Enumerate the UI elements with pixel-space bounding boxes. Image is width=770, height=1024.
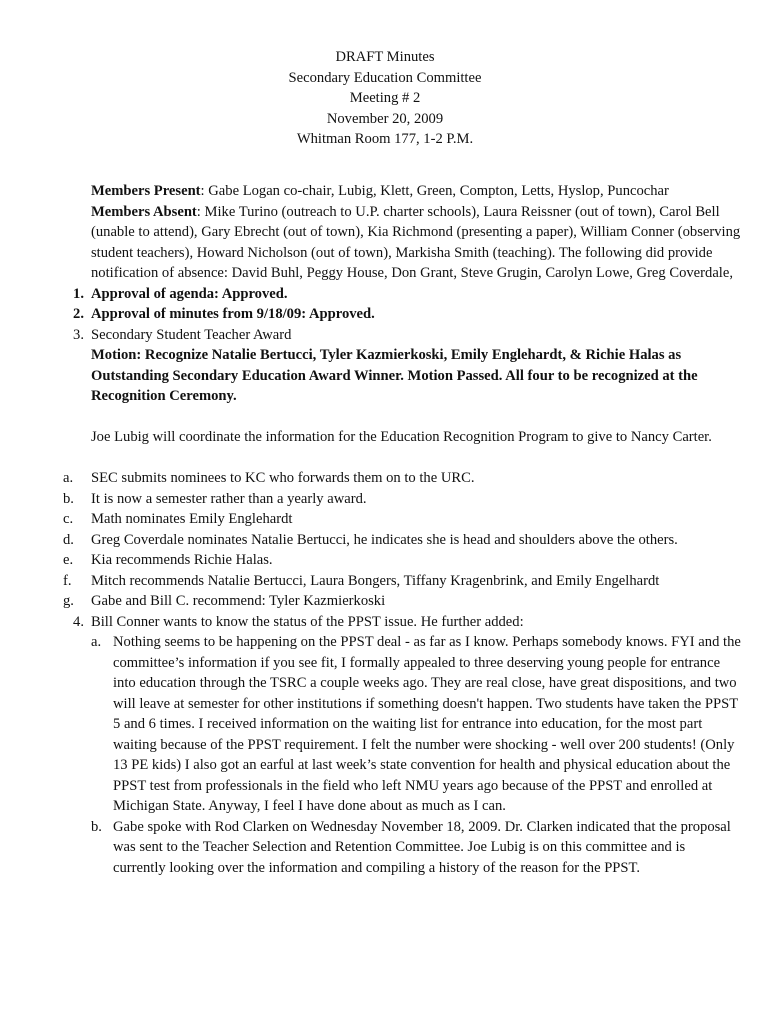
agenda-item-2 xyxy=(73,304,741,325)
meeting-number: Meeting # 2 xyxy=(349,90,421,106)
list-item: b. Gabe spoke with Rod Clarken on Wednesday November 18, 2009. Dr. Clarken indicated that the proposal was sent to the Teacher Selection and Retention Committee. Joe Lubig is on this committee and is currently looking over the information and compiling a history of the reason for the PPST. xyxy=(91,818,731,876)
award-motion: Motion: Recognize Natalie Bertucci, Tyler Kazmierkoski, Emily Englehardt, & Richie Halas as Outstanding Secondary Education Award Winner. Motion Passed. All four to be recognized at the Recognition Ceremony. xyxy=(91,347,698,404)
meeting-location: Whitman Room 177, 1-2 P.M. xyxy=(296,131,474,147)
meeting-date: November 20, 2009 xyxy=(326,110,444,127)
item-number: 3. xyxy=(73,326,84,343)
item-text: Approval of agenda: Approved. xyxy=(91,285,288,302)
list-item: a. SEC submits nominees to KC who forwards them on to the URC. xyxy=(63,470,475,486)
list-item: f. Mitch recommends Natalie Bertucci, Laura Bongers, Tiffany Kragenbrink, and Emily Engelhardt xyxy=(63,572,660,589)
list-item: c. Math nominates Emily Englehardt xyxy=(63,511,293,527)
item-number: 4. xyxy=(73,613,84,630)
award-sub-list xyxy=(63,468,741,612)
members-present xyxy=(91,181,741,202)
members-present-label: Members Present xyxy=(91,183,201,199)
item-text: Approval of minutes from 9/18/09: Approved. xyxy=(91,306,375,322)
ppst-sub-list xyxy=(91,632,741,878)
agenda-item-1 xyxy=(73,284,741,305)
list-item: d. Greg Coverdale nominates Natalie Bertucci, he indicates she is head and shoulders above the others. xyxy=(63,531,678,548)
doc-title: DRAFT Minutes xyxy=(335,49,435,65)
minutes-body xyxy=(63,181,741,878)
list-item: e. Kia recommends Richie Halas. xyxy=(63,552,273,568)
item-text: Secondary Student Teacher Award xyxy=(91,326,292,343)
agenda-item-4 xyxy=(73,612,741,633)
agenda-item-3 xyxy=(73,325,741,346)
members-absent-label: Members Absent xyxy=(91,203,197,220)
list-item: g. Gabe and Bill C. recommend: Tyler Kazmierkoski xyxy=(63,593,386,609)
members-absent-text: : Mike Turino (outreach to U.P. charter schools), Laura Reissner (out of town), Carol Bell (unable to attend), Gary Ebrecht (out of town), Kia Richmond (presenting a paper), William Conner (observing student teachers), Howard Nicholson (out of town), Markisha Smith (teaching). The following did provide notification of absence: David Buhl, Peggy House, Don Grant, Steve Grugin, Carolyn Lowe, Greg Coverdale, xyxy=(91,203,741,281)
members-present-text: : Gabe Logan co-chair, Lubig, Klett, Green, Compton, Letts, Hyslop, Puncochar xyxy=(200,183,669,199)
award-coordination-note: Joe Lubig will coordinate the information for the Education Recognition Program to give to Nancy Carter. xyxy=(91,429,712,445)
list-item: b. It is now a semester rather than a yearly award. xyxy=(63,490,367,507)
committee-name: Secondary Education Committee xyxy=(288,69,482,86)
document-header xyxy=(0,47,770,150)
item-text: Bill Conner wants to know the status of the PPST issue. He further added: xyxy=(91,613,524,630)
members-absent xyxy=(91,202,741,284)
item-number: 1. xyxy=(73,285,84,302)
list-item: a. Nothing seems to be happening on the PPST deal - as far as I know. Perhaps somebody knows. FYI and the committee’s information if you see fit, I formally appealed to three deserving young people for entrance into education through the TSRC a couple weeks ago. They are real close, have great dispositions, and two will leave at semester for other institutions if something doesn't happen. Two students have taken the PPST 5 and 6 times. I received information on the waiting list for entrance into education, for the most part waiting because of the PPST requirement. I felt the number were shocking - well over 200 students! (Only 13 PE kids) I also got an earful at last week’s state convention for health and physical education about the PPST test from professionals in the field who left NMU years ago because of the PPST and enrolled at Michigan State. Anyway, I feel I have done about as much as I can. xyxy=(91,634,741,814)
item-number: 2. xyxy=(73,306,84,322)
